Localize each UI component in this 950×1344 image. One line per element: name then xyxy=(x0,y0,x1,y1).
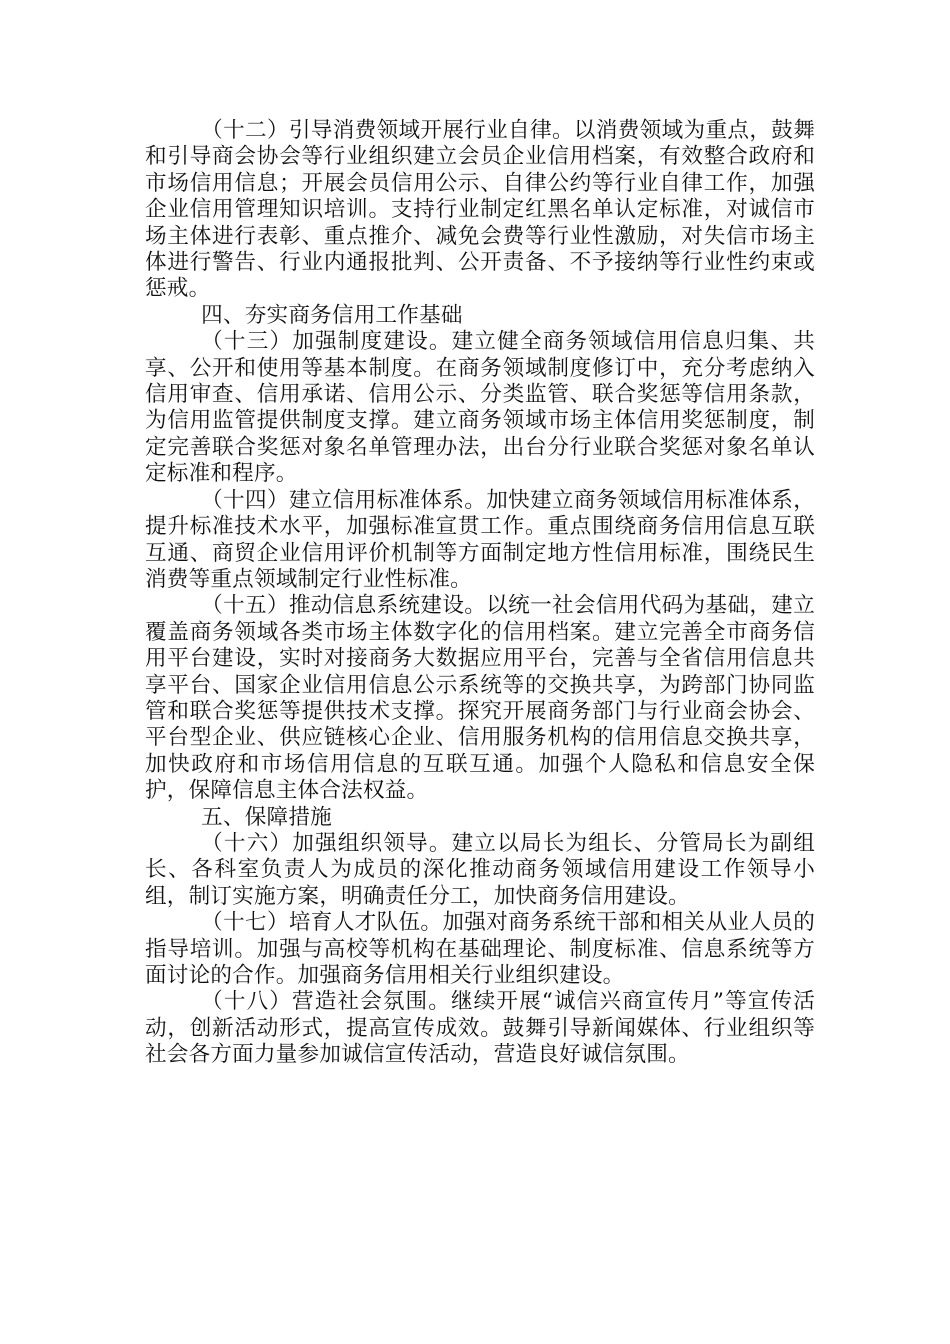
paragraph-12: （十二）引导消费领域开展行业自律。以消费领域为重点，鼓舞和引导商会协会等行业组织建立会员企业信用档案，有效整合政府和市场信用信息；开展会员信用公示、自律公约等行业自律工作，加强企业信用管理知识培训。支持行业制定红黑名单认定标准，对诚信市场主体进行表彰、重点推介、减免会费等行业性激励，对失信市场主体进行警告、行业内通报批判、公开责备、不予接纳等行业性约束或惩戒。 xyxy=(145,118,815,302)
document-body xyxy=(145,118,815,1069)
paragraph-14: （十四）建立信用标准体系。加快建立商务领域信用标准体系，提升标准技术水平，加强标准宣贯工作。重点围绕商务信用信息互联互通、商贸企业信用评价机制等方面制定地方性信用标准，围绕民生消费等重点领域制定行业性标准。 xyxy=(145,487,815,592)
paragraph-13: （十三）加强制度建设。建立健全商务领域信用信息归集、共享、公开和使用等基本制度。在商务领域制度修订中，充分考虑纳入信用审查、信用承诺、信用公示、分类监管、联合奖惩等信用条款，为信用监管提供制度支撑。建立商务领域市场主体信用奖惩制度，制定完善联合奖惩对象名单管理办法，出台分行业联合奖惩对象名单认定标准和程序。 xyxy=(145,329,815,487)
section-heading-5: 五、保障措施 xyxy=(201,804,332,830)
paragraph-16: （十六）加强组织领导。建立以局长为组长、分管局长为副组长、各科室负责人为成员的深化推动商务领域信用建设工作领导小组，制订实施方案，明确责任分工，加快商务信用建设。 xyxy=(145,830,815,909)
paragraph-18: （十八）营造社会氛围。继续开展“诚信兴商宣传月”等宣传活动，创新活动形式，提高宣传成效。鼓舞引导新闻媒体、行业组织等社会各方面力量参加诚信宣传活动，营造良好诚信氛围。 xyxy=(145,989,815,1068)
section-heading-4: 四、夯实商务信用工作基础 xyxy=(201,302,463,328)
paragraph-15: （十五）推动信息系统建设。以统一社会信用代码为基础，建立覆盖商务领域各类市场主体数字化的信用档案。建立完善全市商务信用平台建设，实时对接商务大数据应用平台，完善与全省信用信息共享平台、国家企业信用信息公示系统等的交换共享，为跨部门协同监管和联合奖惩等提供技术支撑。探究开展商务部门与行业商会协会、平台型企业、供应链核心企业、信用服务机构的信用信息交换共享，加快政府和市场信用信息的互联互通。加强个人隐私和信息安全保护，保障信息主体合法权益。 xyxy=(145,593,815,804)
paragraph-17: （十七）培育人才队伍。加强对商务系统干部和相关从业人员的指导培训。加强与高校等机构在基础理论、制度标准、信息系统等方面讨论的合作。加强商务信用相关行业组织建设。 xyxy=(145,910,815,988)
